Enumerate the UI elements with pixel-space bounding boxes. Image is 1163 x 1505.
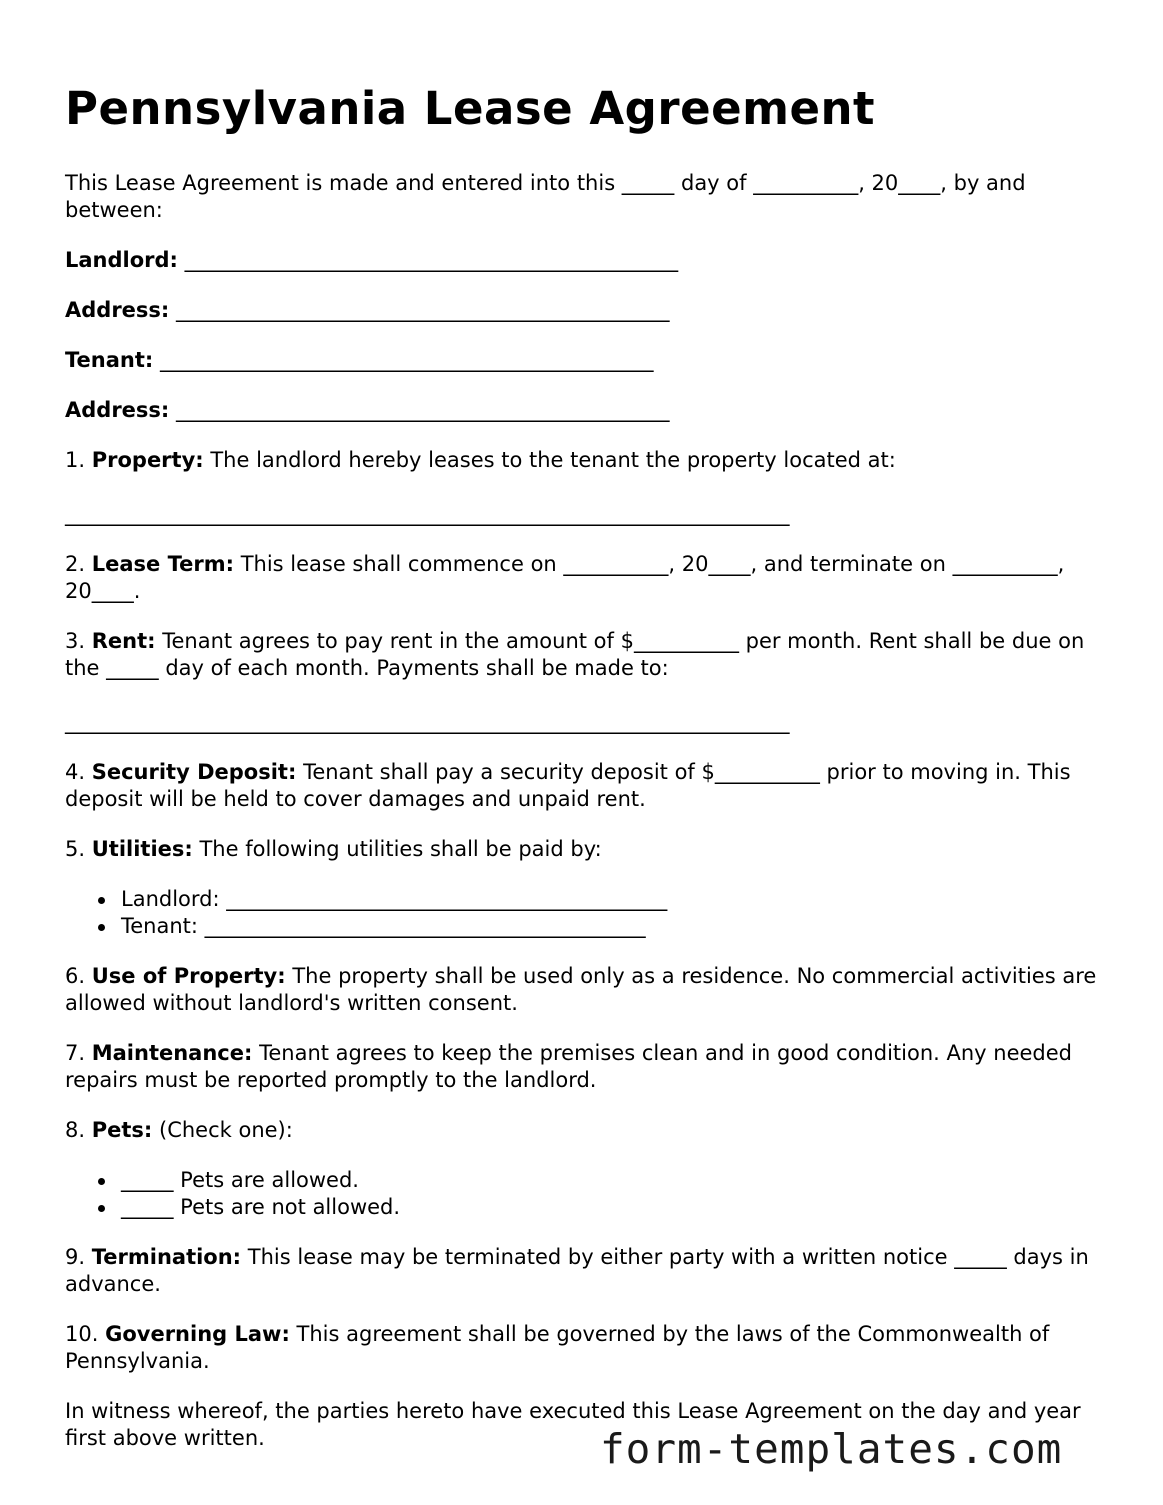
landlord-address-blank: _______________________________________________ <box>176 298 670 322</box>
tenant-field <box>65 347 1115 374</box>
list-item: Tenant: __________________________________________ <box>121 913 1115 940</box>
section-utilities <box>65 836 1115 863</box>
section-heading: Termination: <box>91 1245 242 1269</box>
closing-paragraph: In witness whereof, the parties hereto have executed this Lease Agreement on the day and year first above written. <box>65 1399 1081 1450</box>
property-address-blank: _____________________________________________________________________ <box>65 502 790 526</box>
section-text: Tenant agrees to pay rent in the amount of $__________ per month. Rent shall be due on the _____ day of each month. Payments shall be made to: <box>65 629 1085 680</box>
section-number: 6. <box>65 964 86 988</box>
landlord-address-field <box>65 297 1115 324</box>
page-title: Pennsylvania Lease Agreement <box>65 82 876 135</box>
rent-payee-blank: _____________________________________________________________________ <box>65 710 790 734</box>
landlord-field <box>65 247 1115 274</box>
section-heading: Lease Term: <box>91 552 234 576</box>
section-heading: Use of Property: <box>91 964 286 988</box>
section-heading: Pets: <box>91 1118 153 1142</box>
watermark: form-templates.com <box>600 1425 1063 1473</box>
list-item: _____ Pets are not allowed. <box>121 1194 1115 1221</box>
tenant-blank: _______________________________________________ <box>159 348 654 372</box>
section-number: 5. <box>65 837 86 861</box>
section-number: 8. <box>65 1118 86 1142</box>
section-rent <box>65 628 1115 682</box>
section-text: This lease may be terminated by either party with a written notice _____ days in advance. <box>65 1245 1089 1296</box>
section-property <box>65 447 1115 474</box>
section-lease-term <box>65 551 1115 605</box>
section-heading: Rent: <box>91 629 156 653</box>
section-text: This lease shall commence on __________, 20____, and terminate on __________, 20____. <box>65 552 1065 603</box>
section-heading: Maintenance: <box>91 1041 253 1065</box>
section-text: The following utilities shall be paid by: <box>199 837 602 861</box>
section-text: Tenant agrees to keep the premises clean and in good condition. Any needed repairs must be reported promptly to the landlord. <box>65 1041 1072 1092</box>
section-use-of-property <box>65 963 1115 1017</box>
tenant-address-blank: _______________________________________________ <box>176 398 670 422</box>
section-heading: Property: <box>91 448 204 472</box>
section-governing-law <box>65 1321 1115 1375</box>
document-page <box>65 82 1115 1475</box>
tenant-label: Tenant: <box>65 348 154 372</box>
section-text: The property shall be used only as a residence. No commercial activities are allowed without landlord's written consent. <box>65 964 1097 1015</box>
section-number: 9. <box>65 1245 86 1269</box>
section-maintenance <box>65 1040 1115 1094</box>
section-heading: Utilities: <box>91 837 193 861</box>
tenant-address-field <box>65 397 1115 424</box>
list-item: _____ Pets are allowed. <box>121 1167 1115 1194</box>
section-text: Tenant shall pay a security deposit of $__________ prior to moving in. This deposit will be held to cover damages and unpaid rent. <box>65 760 1071 811</box>
utilities-list <box>65 886 1115 940</box>
section-number: 3. <box>65 629 86 653</box>
landlord-label: Landlord: <box>65 248 178 272</box>
section-text: (Check one): <box>159 1118 293 1142</box>
tenant-address-label: Address: <box>65 398 170 422</box>
landlord-blank: _______________________________________________ <box>184 248 679 272</box>
section-number: 2. <box>65 552 86 576</box>
list-item: Landlord: __________________________________________ <box>121 886 1115 913</box>
section-pets <box>65 1117 1115 1144</box>
pets-list <box>65 1167 1115 1221</box>
intro-paragraph: This Lease Agreement is made and entered into this _____ day of __________, 20____, by and between: <box>65 171 1026 222</box>
section-number: 7. <box>65 1041 86 1065</box>
section-heading: Governing Law: <box>105 1322 290 1346</box>
section-text: The landlord hereby leases to the tenant the property located at: <box>210 448 896 472</box>
section-number: 10. <box>65 1322 99 1346</box>
section-heading: Security Deposit: <box>91 760 297 784</box>
section-security-deposit <box>65 759 1115 813</box>
section-number: 1. <box>65 448 86 472</box>
landlord-address-label: Address: <box>65 298 170 322</box>
section-number: 4. <box>65 760 86 784</box>
section-termination <box>65 1244 1115 1298</box>
section-text: This agreement shall be governed by the laws of the Commonwealth of Pennsylvania. <box>65 1322 1050 1373</box>
